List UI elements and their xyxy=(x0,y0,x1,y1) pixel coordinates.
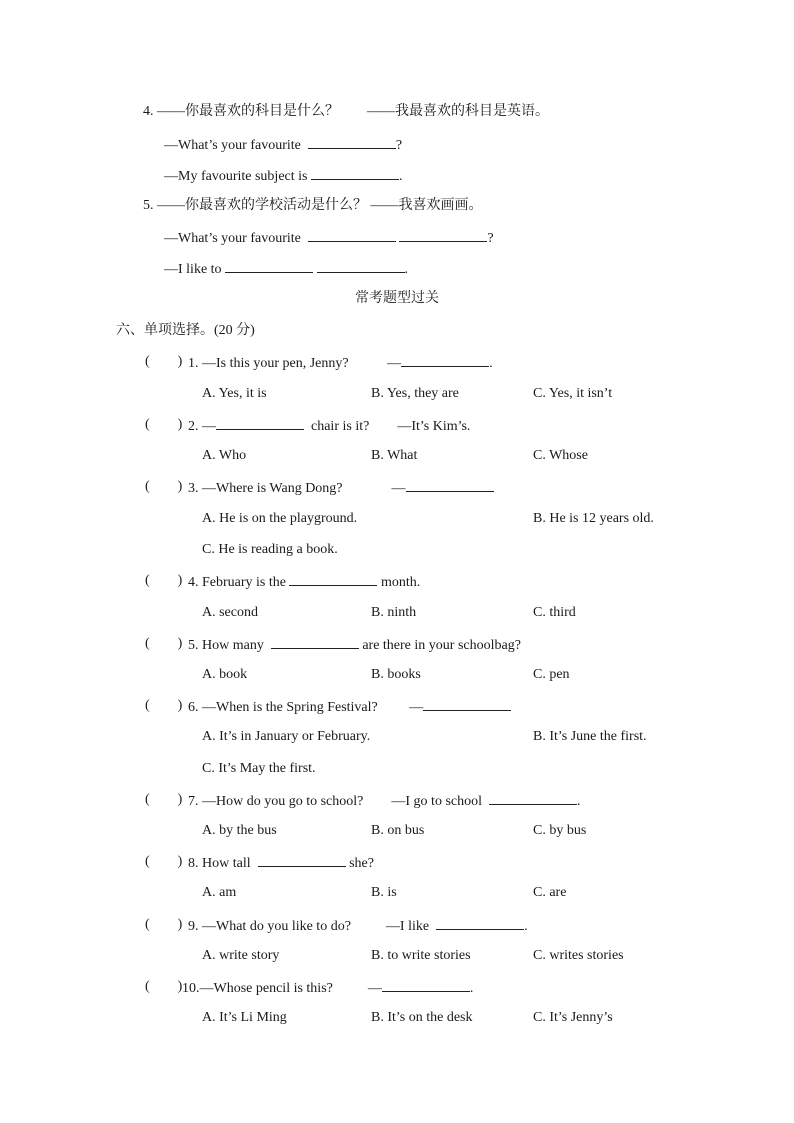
translation-4-answer xyxy=(164,166,402,186)
answer-blank[interactable] xyxy=(423,697,511,711)
answer-parenthesis[interactable]: ( ) xyxy=(145,917,183,932)
question-stem-end: are there in your schoolbag? xyxy=(362,638,521,653)
question-stem: —What do you like to do? xyxy=(202,919,351,934)
question-5 xyxy=(188,635,521,655)
answer-blank[interactable] xyxy=(308,135,396,149)
question-8 xyxy=(188,853,374,873)
translation-4-answer-text: —My favourite subject is xyxy=(164,169,308,184)
option-b[interactable]: B. It’s June the first. xyxy=(533,729,647,744)
question-number: 6. xyxy=(188,700,199,715)
option-c[interactable]: C. third xyxy=(533,605,576,620)
option-b[interactable]: B. on bus xyxy=(371,823,425,838)
translation-5-chinese: 5. ——你最喜欢的学校活动是什么？ ——我喜欢画画。 xyxy=(143,198,483,213)
section-heading: 常考题型过关 xyxy=(355,291,439,306)
answer-blank[interactable] xyxy=(399,228,487,242)
question-stem-mid: —I go to school xyxy=(391,794,482,809)
option-a[interactable]: A. by the bus xyxy=(202,823,277,838)
option-c[interactable]: C. writes stories xyxy=(533,948,624,963)
answer-blank[interactable] xyxy=(382,978,470,992)
answer-blank[interactable] xyxy=(308,228,396,242)
question-6 xyxy=(188,697,511,717)
question-stem: —How do you go to school? xyxy=(202,794,364,809)
answer-blank[interactable] xyxy=(436,916,524,930)
answer-parenthesis[interactable]: ( ) xyxy=(145,573,183,588)
option-a[interactable]: A. am xyxy=(202,885,237,900)
question-7 xyxy=(188,791,581,811)
answer-blank[interactable] xyxy=(489,791,577,805)
question-number: 5. xyxy=(188,638,199,653)
question-stem-end: . xyxy=(524,919,528,934)
option-a[interactable]: A. He is on the playground. xyxy=(202,511,358,526)
question-stem-end: . xyxy=(577,794,581,809)
answer-blank[interactable] xyxy=(216,416,304,430)
option-c[interactable]: C. It’s May the first. xyxy=(202,761,316,776)
translation-5-answer-end: . xyxy=(404,262,409,277)
question-number: 8. xyxy=(188,856,199,871)
option-b[interactable]: B. He is 12 years old. xyxy=(533,511,654,526)
question-1 xyxy=(188,353,493,373)
answer-blank[interactable] xyxy=(406,478,494,492)
question-number: 2. xyxy=(188,419,199,434)
question-stem-end: she? xyxy=(349,856,374,871)
question-stem: —Whose pencil is this? xyxy=(199,981,333,996)
question-stem-mid: —I like xyxy=(385,919,430,934)
answer-blank[interactable] xyxy=(271,635,359,649)
question-stem-mid: — xyxy=(387,356,402,371)
option-a[interactable]: A. It’s in January or February. xyxy=(202,729,371,744)
option-a[interactable]: A. second xyxy=(202,605,258,620)
translation-5-answer-text: —I like to xyxy=(164,262,222,277)
question-stem: February is the xyxy=(202,575,286,590)
question-9 xyxy=(188,916,528,936)
translation-5-answer xyxy=(164,259,408,279)
answer-parenthesis[interactable]: ( ) xyxy=(145,698,183,713)
option-c[interactable]: C. by bus xyxy=(533,823,587,838)
answer-parenthesis[interactable]: ( ) xyxy=(145,479,183,494)
question-stem: —Is this your pen, Jenny? xyxy=(202,356,349,371)
question-number: 1. xyxy=(188,356,199,371)
answer-parenthesis[interactable]: ( ) xyxy=(145,354,183,369)
question-stem: — xyxy=(202,419,216,434)
question-stem: —When is the Spring Festival? xyxy=(202,700,378,715)
question-2 xyxy=(188,416,470,436)
option-a[interactable]: A. Who xyxy=(202,448,247,463)
translation-5-question-text: —What’s your favourite xyxy=(164,231,301,246)
question-stem: —Where is Wang Dong? xyxy=(202,481,343,496)
question-stem: How many xyxy=(202,638,264,653)
answer-parenthesis[interactable]: ( ) xyxy=(145,636,183,651)
translation-4-question-end: ? xyxy=(395,138,403,153)
answer-parenthesis[interactable]: ( ) xyxy=(145,417,183,432)
answer-blank[interactable] xyxy=(289,572,377,586)
question-stem-end: month. xyxy=(380,575,421,590)
option-c[interactable]: C. Whose xyxy=(533,448,588,463)
question-stem-mid: chair is it? xyxy=(311,419,370,434)
option-a[interactable]: A. Yes, it is xyxy=(202,386,267,401)
option-a[interactable]: A. book xyxy=(202,667,248,682)
answer-parenthesis[interactable]: ( ) xyxy=(145,854,183,869)
option-c[interactable]: C. He is reading a book. xyxy=(202,542,338,557)
option-a[interactable]: A. It’s Li Ming xyxy=(202,1010,287,1025)
answer-parenthesis[interactable]: ( ) xyxy=(145,979,183,994)
question-number: 3. xyxy=(188,481,199,496)
question-stem-end: . xyxy=(469,981,474,996)
question-number: 7. xyxy=(188,794,199,809)
option-b[interactable]: B. What xyxy=(371,448,418,463)
option-c[interactable]: C. It’s Jenny’s xyxy=(533,1010,613,1025)
question-stem-end: —It’s Kim’s. xyxy=(397,419,471,434)
question-4 xyxy=(188,572,420,592)
answer-blank[interactable] xyxy=(258,853,346,867)
question-number: 10. xyxy=(182,981,200,996)
option-c[interactable]: C. are xyxy=(533,885,567,900)
option-b[interactable]: B. books xyxy=(371,667,421,682)
question-stem-mid: — xyxy=(409,700,424,715)
translation-4-chinese: 4. ——你最喜欢的科目是什么？ ——我最喜欢的科目是英语。 xyxy=(143,104,549,119)
answer-blank[interactable] xyxy=(311,166,399,180)
question-10 xyxy=(182,978,473,998)
translation-5-question-end: ? xyxy=(487,231,494,246)
translation-4-question-text: —What’s your favourite xyxy=(164,138,301,153)
answer-blank[interactable] xyxy=(225,259,313,273)
option-c[interactable]: C. pen xyxy=(533,667,570,682)
option-b[interactable]: B. Yes, they are xyxy=(371,386,459,401)
option-c[interactable]: C. Yes, it isn’t xyxy=(533,386,613,401)
question-stem-mid: — xyxy=(367,981,382,996)
part-title: 六、单项选择。(20 分) xyxy=(116,323,255,338)
question-number: 4. xyxy=(188,575,199,590)
option-a[interactable]: A. write story xyxy=(202,948,280,963)
answer-blank[interactable] xyxy=(317,259,405,273)
question-stem-end: . xyxy=(489,356,493,371)
translation-4-question xyxy=(164,135,402,155)
question-stem: How tall xyxy=(202,856,251,871)
option-b[interactable]: B. is xyxy=(371,885,397,900)
answer-parenthesis[interactable]: ( ) xyxy=(145,792,183,807)
option-b[interactable]: B. to write stories xyxy=(371,948,471,963)
question-stem-mid: — xyxy=(391,481,406,496)
question-number: 9. xyxy=(188,919,199,934)
option-b[interactable]: B. It’s on the desk xyxy=(371,1010,473,1025)
option-b[interactable]: B. ninth xyxy=(371,605,417,620)
answer-blank[interactable] xyxy=(401,353,489,367)
question-3 xyxy=(188,478,494,498)
translation-4-answer-end: . xyxy=(398,169,403,184)
translation-5-question xyxy=(164,228,494,248)
